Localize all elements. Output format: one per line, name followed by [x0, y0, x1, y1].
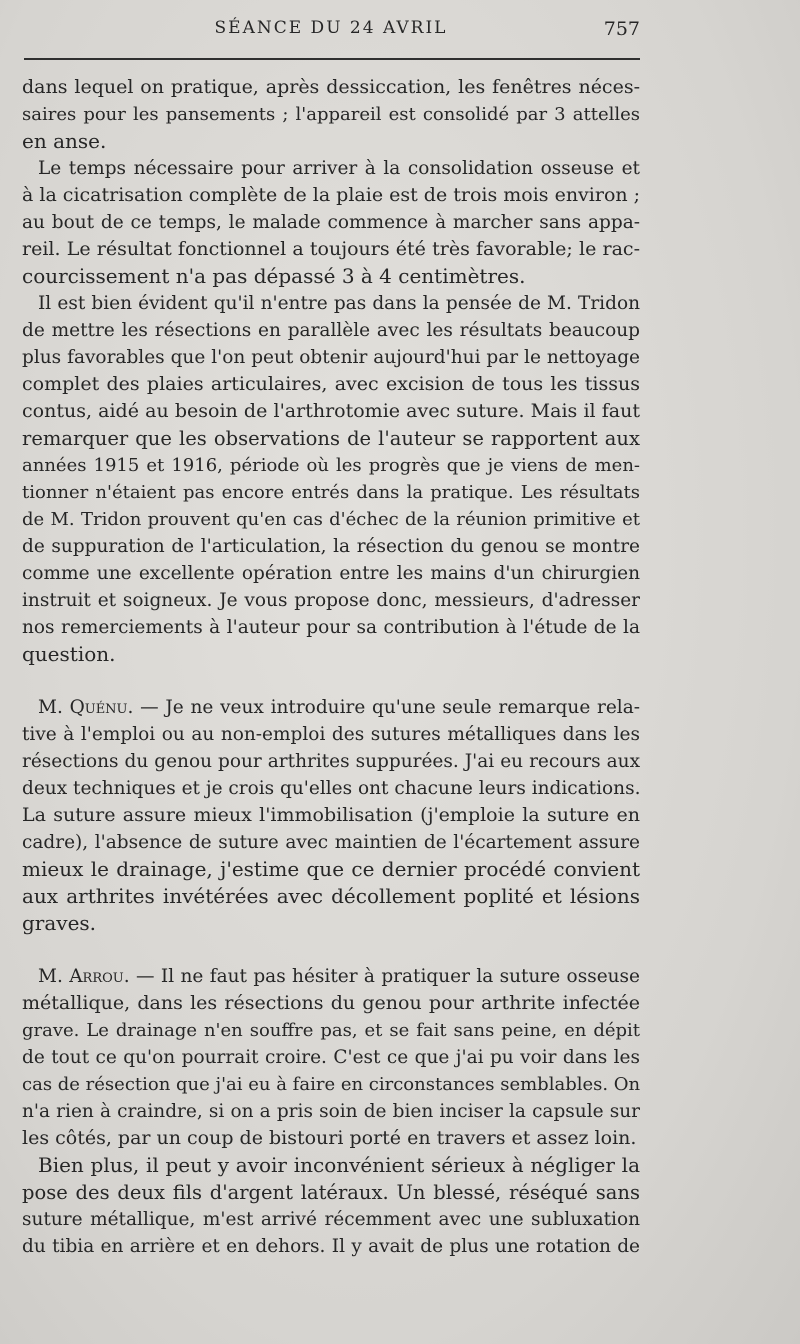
text-line: aux arthrites invétérées avec décollement poplité et lésions: [22, 884, 640, 908]
text-line: Il est bien évident qu'il n'entre pas dans la pensée de M. Tridon: [38, 293, 640, 314]
text-line: [22, 694, 640, 721]
text-line: deux techniques et je crois qu'elles ont chacune leurs indications.: [22, 778, 640, 799]
text-line: n'a rien à craindre, si on a pris soin de bien inciser la capsule sur: [22, 1101, 640, 1122]
running-title: SÉANCE DU 24 AVRIL: [214, 18, 448, 38]
text-line: de tout ce qu'on pourrait croire. C'est ce que j'ai pu voir dans les: [22, 1047, 640, 1068]
text-line: saires pour les pansements ; l'appareil est consolidé par 3 attelles: [22, 104, 640, 125]
line-text: — Il ne faut pas hésiter à pratiquer la suture osseuse: [129, 966, 640, 987]
text-line: suture métallique, m'est arrivé récemment avec une subluxation: [22, 1209, 640, 1230]
text-line: métallique, dans les résections du genou pour arthrite infectée: [22, 992, 640, 1014]
text-line: tive à l'emploi ou au non-emploi des sutures métalliques dans les: [22, 724, 640, 745]
text-line: mieux le drainage, j'estime que ce dernier procédé convient: [22, 857, 640, 881]
text-line: cadre), l'absence de suture avec maintien de l'écartement assure: [22, 832, 640, 853]
paragraph: [22, 290, 640, 668]
text-line: La suture assure mieux l'immobilisation (j'emploie la suture en: [22, 804, 640, 826]
speaker-paragraph: [22, 963, 640, 1152]
text-line: [22, 963, 640, 990]
text-line: comme une excellente opération entre les mains d'un chirurgien: [22, 563, 640, 584]
text-line: Le temps nécessaire pour arriver à la consolidation osseuse et: [38, 158, 640, 179]
text-line: remarquer que les observations de l'auteur se rapportent aux: [22, 427, 640, 450]
speaker-name: M. Quénu.: [38, 697, 134, 718]
text-line: question.: [22, 642, 116, 666]
text-line: de M. Tridon prouvent qu'en cas d'échec de la réunion primitive et: [22, 509, 640, 530]
text-line: du tibia en arrière et en dehors. Il y avait de plus une rotation de: [22, 1236, 640, 1257]
paragraph: [22, 74, 640, 155]
text-line: complet des plaies articulaires, avec excision de tous les tissus: [22, 373, 640, 395]
text-line: pose des deux fils d'argent latéraux. Un blessé, réséqué sans: [22, 1181, 640, 1204]
text-line: grave. Le drainage n'en souffre pas, et se fait sans peine, en dépit: [22, 1020, 640, 1041]
text-line: tionner n'étaient pas encore entrés dans la pratique. Les résultats: [22, 482, 640, 503]
text-line: reil. Le résultat fonctionnel a toujours été très favorable; le rac-: [22, 238, 640, 260]
page-number: 757: [603, 18, 640, 40]
text-line: nos remerciements à l'auteur pour sa contribution à l'étude de la: [22, 617, 640, 638]
text-line: cas de résection que j'ai eu à faire en circonstances semblables. On: [22, 1074, 640, 1095]
text-line: les côtés, par un coup de bistouri porté en travers et assez loin.: [22, 1127, 637, 1149]
paragraph: [22, 155, 640, 290]
text-line: au bout de ce temps, le malade commence à marcher sans appa-: [22, 212, 640, 233]
speaker-paragraph: [22, 694, 640, 937]
text-line: à la cicatrisation complète de la plaie est de trois mois environ ;: [22, 184, 640, 206]
text-line: en anse.: [22, 129, 107, 153]
paragraph-gap: [22, 937, 640, 963]
body-text: [22, 74, 640, 1260]
text-line: années 1915 et 1916, période où les progrès que je viens de men-: [22, 455, 640, 476]
header-rule: [24, 58, 640, 60]
text-line: plus favorables que l'on peut obtenir aujourd'hui par le nettoyage: [22, 347, 640, 368]
paragraph: [22, 1152, 640, 1260]
text-line: courcissement n'a pas dépassé 3 à 4 centimètres.: [22, 264, 526, 288]
paragraph-gap: [22, 668, 640, 694]
text-line: de suppuration de l'articulation, la résection du genou se montre: [22, 536, 640, 557]
speaker-name: M. Arrou.: [38, 966, 130, 987]
page-header: [22, 18, 640, 48]
text-line: Bien plus, il peut y avoir inconvénient sérieux à négliger la: [38, 1153, 640, 1177]
text-line: résections du genou pour arthrites suppurées. J'ai eu recours aux: [22, 751, 640, 772]
text-line: contus, aidé au besoin de l'arthrotomie avec suture. Mais il faut: [22, 400, 640, 422]
text-line: de mettre les résections en parallèle avec les résultats beaucoup: [22, 320, 640, 341]
text-line: instruit et soigneux. Je vous propose donc, messieurs, d'adresser: [22, 590, 640, 611]
text-line: graves.: [22, 911, 97, 935]
text-line: dans lequel on pratique, après dessiccation, les fenêtres néces-: [22, 76, 640, 98]
line-text: — Je ne veux introduire qu'une seule remarque rela-: [133, 697, 640, 718]
